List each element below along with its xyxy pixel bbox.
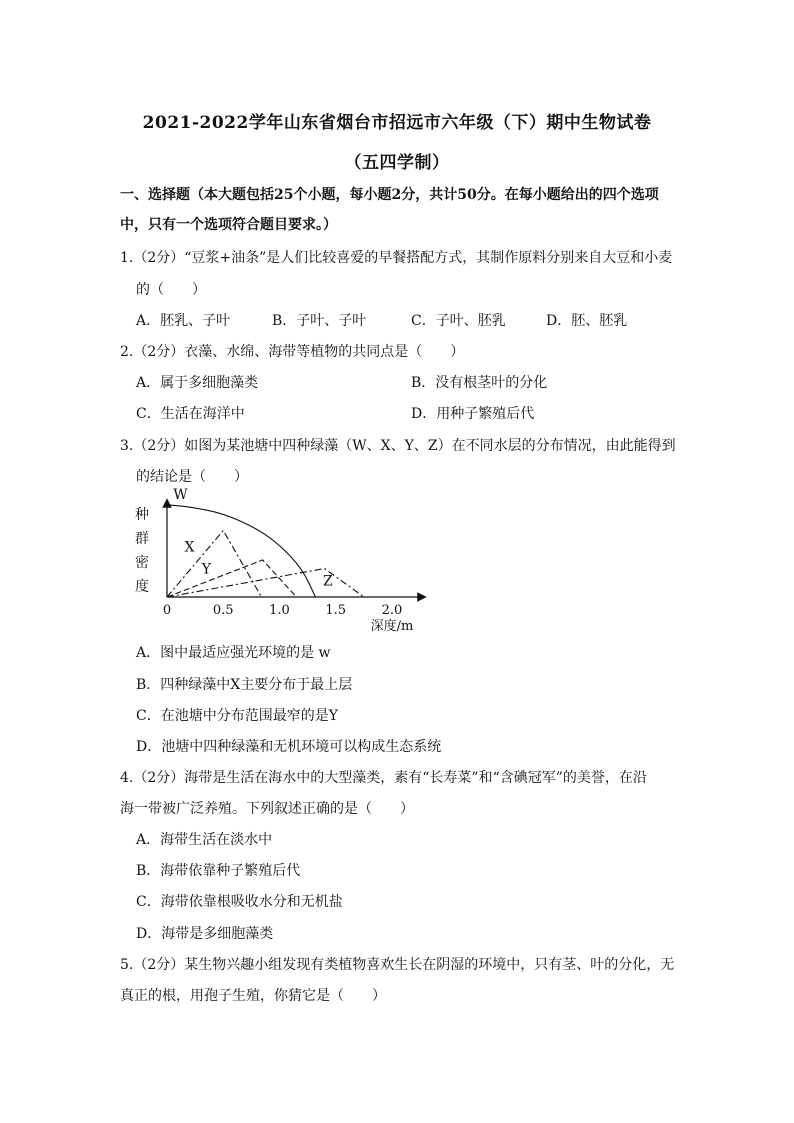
question-1-text: 1.（2分）“豆浆+油条”是人们比较喜爱的早餐搭配方式，其制作原料分别来自大豆和小麦 (120, 250, 673, 266)
series-x-line (167, 531, 262, 598)
question-1-option-b[interactable]: B．子叶、子叶 (272, 313, 367, 329)
question-2-option-b[interactable]: B．没有根茎叶的分化 (411, 375, 548, 391)
series-z-line (167, 569, 364, 598)
series-x-label: X (184, 539, 195, 556)
section-heading: 一、选择题（本大题包括25个小题，每小题2分，共计50分。在每小题给出的四个选项 (120, 187, 659, 203)
question-2-option-d[interactable]: D．用种子繁殖后代 (411, 406, 535, 422)
x-tick-label: 0 (162, 603, 172, 618)
question-3-option-b[interactable]: B．四种绿藻中X主要分布于最上层 (136, 677, 353, 693)
question-1-option-a[interactable]: A．胚乳、子叶 (136, 313, 231, 329)
x-tick-label: 2.0 (381, 603, 403, 618)
question-2-option-a[interactable]: A．属于多细胞藻类 (136, 375, 259, 391)
algae-distribution-chart (130, 486, 430, 637)
question-3-option-d[interactable]: D．池塘中四种绿藻和无机环境可以构成生态系统 (136, 739, 442, 755)
x-tick-label: 1.5 (325, 603, 347, 618)
question-5-text: 5.（2分）某生物兴趣小组发现有类植物喜欢生长在阴湿的环境中，只有茎、叶的分化，无 (120, 957, 675, 973)
question-1-text-cont: 的（ ） (136, 282, 206, 298)
question-3-option-c[interactable]: C．在池塘中分布范围最窄的是Y (136, 708, 338, 724)
question-4-text-cont: 海一带被广泛养殖。下列叙述正确的是（ ） (120, 801, 414, 817)
question-4-option-a[interactable]: A．海带生活在淡水中 (136, 832, 273, 848)
y-axis-label-char: 密 (135, 555, 149, 571)
chart-axes (167, 503, 422, 597)
question-1-option-c[interactable]: C．子叶、胚乳 (411, 313, 506, 329)
chart-labels (135, 487, 413, 634)
question-4-option-c[interactable]: C．海带依靠根吸收水分和无机盐 (136, 894, 343, 910)
question-3-option-a[interactable]: A．图中最适应强光环境的是 w (136, 645, 331, 661)
question-3-text: 3.（2分）如图为某池塘中四种绿藻（W、X、Y、Z）在不同水层的分布情况，由此能得到 (120, 438, 676, 454)
y-axis-label-char: 度 (135, 579, 149, 595)
question-4-option-d[interactable]: D．海带是多细胞藻类 (136, 926, 274, 942)
series-y-line (167, 560, 296, 597)
section-heading-cont: 中，只有一个选项符合题目要求。） (120, 217, 337, 233)
question-3-text-cont: 的结论是（ ） (136, 469, 248, 485)
question-4-option-b[interactable]: B．海带依靠种子繁殖后代 (136, 863, 301, 879)
x-axis-label: 深度/m (370, 619, 414, 634)
exam-title: 2021-2022学年山东省烟台市招远市六年级（下）期中生物试卷 (142, 113, 652, 133)
question-2-option-c[interactable]: C．生活在海洋中 (136, 406, 245, 422)
series-z-label: Z (323, 573, 333, 590)
series-w-label: W (173, 486, 188, 503)
question-4-text: 4.（2分）海带是生活在海水中的大型藻类，素有“长寿菜”和“含碘冠军”的美誉，在沿 (120, 770, 647, 786)
x-tick-label: 0.5 (212, 603, 234, 618)
question-1-option-d[interactable]: D．胚、胚乳 (546, 313, 628, 329)
y-axis-label-char: 种 (135, 507, 149, 523)
y-axis-label-char: 群 (135, 531, 149, 547)
exam-subtitle: （五四学制） (344, 153, 450, 173)
question-5-text-cont: 真正的根，用孢子生殖，你猜它是（ ） (120, 988, 386, 1004)
question-2-text: 2.（2分）衣藻、水绵、海带等植物的共同点是（ ） (120, 344, 465, 360)
series-y-label: Y (201, 561, 211, 578)
x-tick-label: 1.0 (269, 603, 290, 618)
chart-series (167, 505, 364, 597)
